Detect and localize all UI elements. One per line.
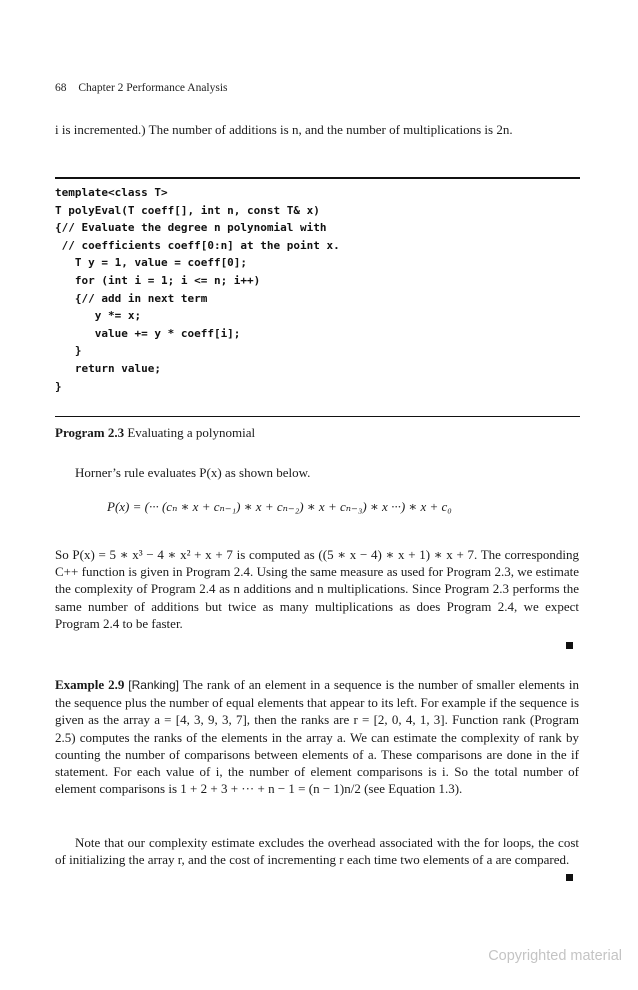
code-line: for (int i = 1; i <= n; i++)	[55, 273, 261, 287]
code-line: T y = 1, value = coeff[0];	[55, 256, 248, 270]
example-paragraph	[55, 676, 579, 797]
program-code	[55, 184, 340, 395]
horner-formula: P(x) = (··· (cₙ ∗ x + cₙ₋₁) ∗ x + cₙ₋₂) ∗ x + cₙ₋₃) ∗ x ···) ∗ x + c₀	[107, 499, 452, 514]
horner-paragraph: Horner’s rule evaluates P(x) as shown below.	[75, 465, 311, 480]
program-caption	[55, 425, 255, 441]
code-line: T polyEval(T coeff[], int n, const T& x)	[55, 203, 320, 217]
code-line: y *= x;	[55, 309, 142, 323]
end-of-example-mark	[566, 874, 573, 881]
intro-paragraph: i is incremented.) The number of additions is n, and the number of multiplications is 2n.	[55, 122, 513, 137]
example-title: Example 2.9	[55, 677, 125, 692]
copyright-watermark: Copyrighted material	[488, 948, 622, 964]
code-line: {// add in next term	[55, 291, 208, 305]
end-of-proof-mark	[566, 642, 573, 649]
code-line: return value;	[55, 361, 161, 375]
code-line: }	[55, 379, 62, 393]
example-text: The rank of an element in a sequence is the number of smaller elements in the sequence plus the number of equal elements that appear to its left. For example if the sequence is given as the array a = [4, 3, 9, 3, 7], then the ranks are r = [2, 0, 4, 1, 3]. Function rank (Program 2.5) computes the ranks of the elements in the array a. We can estimate the complexity of rank by counting the number of comparisons between elements of a. These comparisons are done in the if statement. For each value of i, the number of element comparisons is i. So the total number of element comparisons is 1 + 2 + 3 + ··· + n − 1 = (n − 1)n/2 (see Equation 1.3).	[55, 677, 579, 797]
code-line: // coefficients coeff[0:n] at the point x.	[55, 238, 340, 252]
so-paragraph: So P(x) = 5 ∗ x³ − 4 ∗ x² + x + 7 is computed as ((5 ∗ x − 4) ∗ x + 1) ∗ x + 7. The corresponding C++ function is given in Program 2.4. Using the same measure as used for Program 2.3, we estimate the complexity of Program 2.4 as n additions and n multiplications. Since Program 2.3 performs the same number of additions but twice as many multiplications as does Program 2.4, we expect Program 2.4 to be faster.	[55, 547, 579, 631]
code-line: template<class T>	[55, 186, 168, 199]
program-bottom-rule	[55, 416, 580, 417]
code-line: }	[55, 344, 82, 358]
code-line: {// Evaluate the degree n polynomial with	[55, 221, 327, 235]
running-header	[55, 82, 228, 94]
note-paragraph: Note that our complexity estimate excludes the overhead associated with the for loops, the cost of initializing the array r, and the cost of incrementing r each time two elements of a are compared.	[55, 835, 579, 868]
example-tag: [Ranking]	[128, 678, 179, 692]
code-line: value += y * coeff[i];	[55, 326, 241, 340]
page-number: 68	[55, 82, 67, 94]
program-top-rule	[55, 177, 580, 179]
running-title: Chapter 2 Performance Analysis	[78, 82, 228, 94]
caption-label: Program 2.3	[55, 425, 125, 440]
caption-text: Evaluating a polynomial	[127, 425, 256, 440]
